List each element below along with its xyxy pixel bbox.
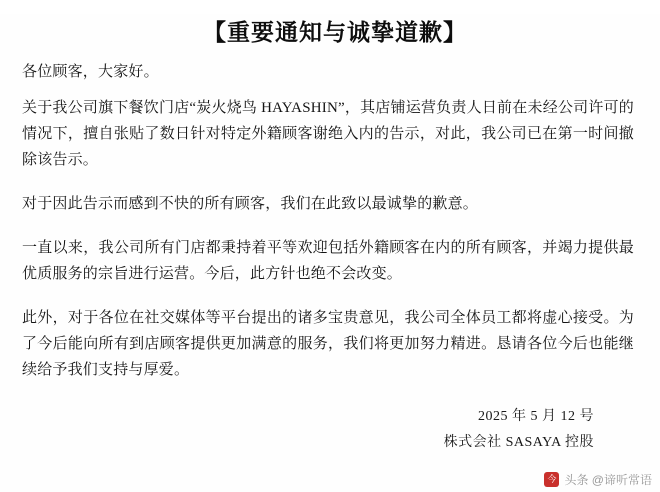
- paragraph-2: 对于因此告示而感到不快的所有顾客，我们在此致以最诚挚的歉意。: [22, 196, 479, 212]
- signature-date: 2025 年 5 月 12 号: [478, 409, 594, 424]
- toutiao-logo-icon: 今: [544, 472, 559, 487]
- watermark-text: 头条 @谛听常语: [564, 473, 652, 487]
- paragraph-1: 关于我公司旗下餐饮门店“炭火烧鸟 HAYASHIN”，其店铺运营负责人日前在未经公司许可的情况下，擅自张贴了数日针对特定外籍顾客谢绝入内的告示，对此，我公司已在第一时间撤除该告示。: [22, 100, 634, 168]
- paragraph-3: 一直以来，我公司所有门店都秉持着平等欢迎包括外籍顾客在内的所有顾客，并竭力提供最优质服务的宗旨进行运营。今后，此方针也绝不会改变。: [22, 240, 634, 282]
- watermark: [544, 471, 652, 488]
- document-page: [0, 14, 660, 492]
- paragraph-4: 此外，对于各位在社交媒体等平台提出的诸多宝贵意见，我公司全体员工都将虚心接受。为了今后能向所有到店顾客提供更加满意的服务，我们将更加努力精进。恳请各位今后也能继续给予我们支持与厚爱。: [22, 310, 634, 378]
- signature-company: 株式会社 SASAYA 控股: [443, 435, 594, 450]
- greeting-text: 各位顾客，大家好。: [22, 64, 159, 80]
- page-title: 【重要通知与诚挚道歉】: [203, 20, 467, 45]
- document-body: [0, 59, 660, 455]
- signature-block: [22, 405, 634, 455]
